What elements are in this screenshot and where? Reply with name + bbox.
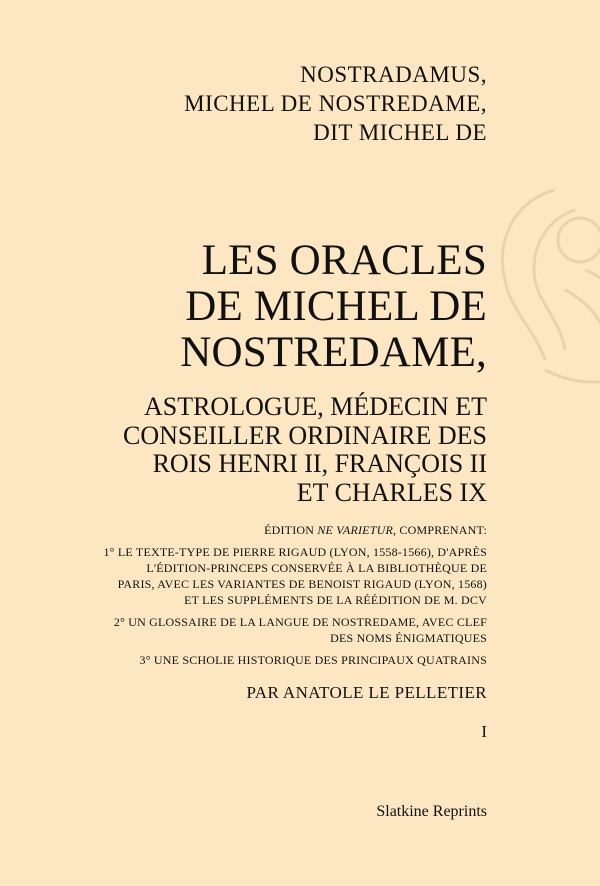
author-line: NOSTRADAMUS, <box>300 62 487 87</box>
edition-item-line: PARIS, AVEC LES VARIANTES DE BENOIST RIGAUD (LYON, 1568) <box>117 577 487 591</box>
author-block <box>67 60 487 147</box>
editor-byline: PAR ANATOLE LE PELLETIER <box>246 683 487 702</box>
edition-intro-prefix: ÉDITION <box>264 523 318 537</box>
edition-description <box>17 522 487 668</box>
publisher-name: Slatkine Reprints <box>376 803 487 820</box>
edition-intro-italic: NE VARIETUR <box>317 523 393 537</box>
edition-intro-suffix: , COMPRENANT: <box>392 523 487 537</box>
subtitle-line: ROIS HENRI II, FRANÇOIS II <box>152 449 487 478</box>
subtitle-line: ET CHARLES IX <box>296 477 487 507</box>
subtitle-line: ASTROLOGUE, MÉDECIN ET <box>143 392 487 421</box>
volume-number: I <box>481 722 487 741</box>
edition-item-line: L'ÉDITION-PRINCEPS CONSERVÉE À LA BIBLIOTHÈQUE DE <box>146 561 487 575</box>
edition-item-line: ET LES SUPPLÉMENTS DE LA RÉÉDITION DE M. DCV <box>184 593 487 607</box>
subtitle-line: CONSEILLER ORDINAIRE DES <box>123 420 487 450</box>
edition-item-line: 2° UN GLOSSAIRE DE LA LANGUE DE NOSTREDAME, AVEC CLEF <box>113 615 487 629</box>
book-subtitle <box>27 393 487 507</box>
author-line: MICHEL DE NOSTREDAME, <box>184 91 487 116</box>
title-line: NOSTREDAME, <box>180 329 487 376</box>
edition-item-line: 3° UNE SCHOLIE HISTORIQUE DES PRINCIPAUX QUATRAINS <box>139 653 487 667</box>
edition-intro <box>17 522 487 538</box>
author-line: DIT MICHEL DE <box>313 120 487 145</box>
title-line: DE MICHEL DE <box>185 283 487 330</box>
title-line: LES ORACLES <box>201 237 487 284</box>
book-title <box>27 238 487 376</box>
decorative-emblem-icon <box>485 180 600 400</box>
edition-item-line: 1° LE TEXTE-TYPE DE PIERRE RIGAUD (LYON, 1558-1566), D'APRÈS <box>103 545 487 559</box>
edition-item-line: DES NOMS ÉNIGMATIQUES <box>330 631 487 645</box>
